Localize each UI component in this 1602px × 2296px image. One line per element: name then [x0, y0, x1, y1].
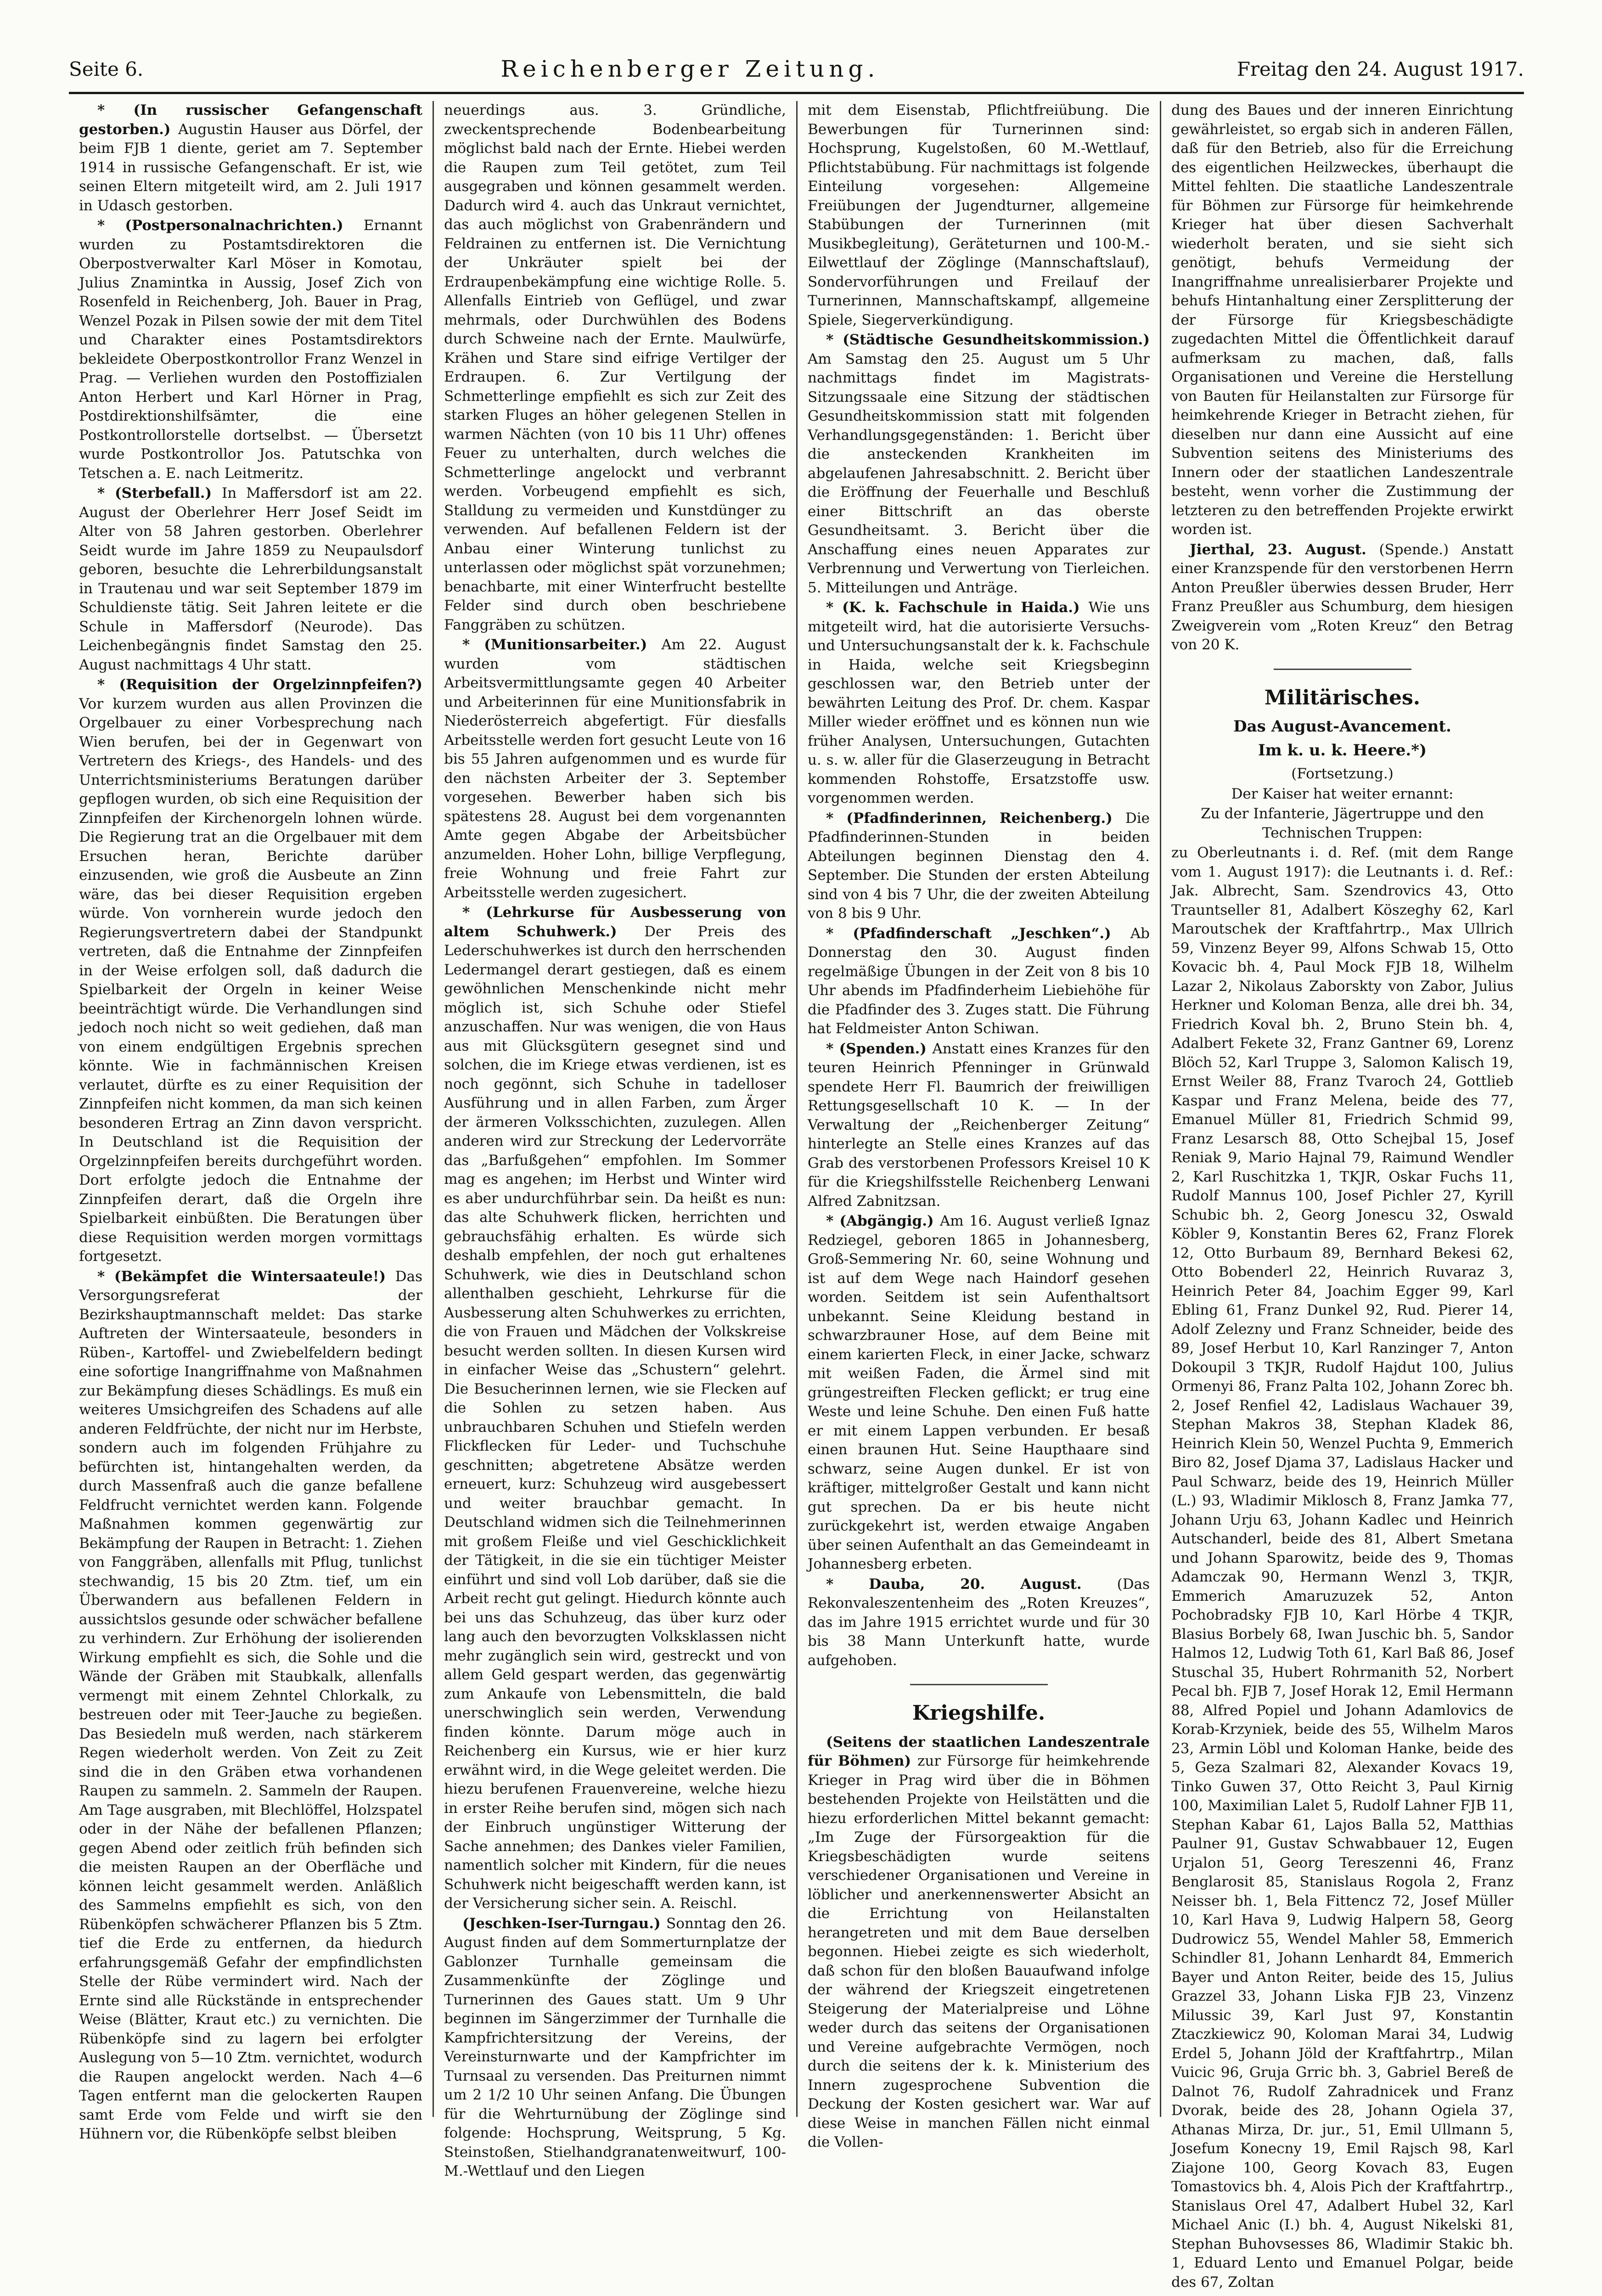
centered-line: Zu der Infanterie, Jägertruppe und den Technischen Truppen: — [1201, 805, 1484, 841]
article-heading: * (Bekämpfet die Wintersaateule!) — [97, 1268, 395, 1285]
article-text: neuerdings aus. 3. Gründliche, zweckentsprechende Bodenbearbeitung möglichst bald nach der Ernte. Hiebei werden die Raupen zum Teil getötet, zum Teil ausgegraben und können gesammelt werden. Dadurch wird 4. auch das Unkraut vernichtet, das auch möglichst von Grabenrändern und Feldrainen zu entfernen ist. Die Vernichtung der Unkräuter spielt bei der Erdraupenbekämpfung eine wichtige Rolle. 5. Allenfalls Eintrieb von Geflügel, und zwar mehrmals, oder Durchwühlen des Bodens durch Schweine nach der Ernte. Maulwürfe, Krähen und Stare sind eifrige Vertilger der Erdraupen. 6. Zur Vertilgung der Schmetterlinge empfiehlt es sich zur Zeit des starken Fluges an höher gelegenen Stellen in warmen Nächten (von 10 bis 11 Uhr) offenes Feuer zu unterhalten, durch welches die Schmetterlinge angelockt und verbrannt werden. Vorbeugend empfiehlt es sich, Stalldung zu vermeiden und Kunstdünger zu verwenden. Auf befallenen Feldern ist der Anbau einer Winterung tunlichst zu unterlassen oder möglichst spät vorzunehmen; benachbarte, mit einer Winterfrucht bestellte Felder sind durch oben beschriebene Fanggräben zu schützen. — [444, 102, 786, 633]
article-text: Augustin Hauser aus Dörfel, der beim FJB 1 diente, geriet am 7. September 1914 in russische Gefangenschaft. Er ist, wie seinen Eltern mitgeteilt wird, am 2. Juli 1917 in Udasch gestorben. — [79, 121, 422, 214]
article-heading: * (Pfadfinderschaft „Jeschken“.) — [826, 925, 1130, 942]
article-heading: * (Postpersonalnachrichten.) — [97, 217, 364, 234]
article-heading: * (Lehrkurse für Ausbesserung von altem Schuhwerk.) — [444, 904, 786, 940]
article-heading: Jierthal, 23. August. — [1190, 541, 1379, 558]
subheading: Im k. u. k. Heere.*) — [1258, 741, 1427, 760]
subheading: Das August-Avancement. — [1233, 717, 1451, 736]
article-paragraph — [808, 1733, 1150, 2152]
article-text: Wie uns mitgeteilt wird, hat die autorisierte Versuchs- und Untersuchungsanstalt der k. k. Fachschule in Haida, welche seit Kriegsbeginn geschlossen war, den Betrieb unter der bewährten Leitung des Prof. Dr. chem. Kaspar Miller wieder eröffnet und es können nun wie früher Analysen, Untersuchungen, Gutachten u. s. w. aller für die Glaserzeugung in Betracht kommenden Rohstoffe, Ersatzstoffe usw. vorgenommen werden. — [808, 599, 1150, 806]
column-1 — [69, 101, 433, 2142]
article-heading: (Jeschken-Iser-Turngau.) — [462, 1915, 667, 1932]
article-text: (Spende.) Anstatt einer Kranzspende für den verstorbenen Herrn Anton Preußler überwies dessen Bruder, Herr Franz Preußler aus Schumburg, dem hiesigen Zweigverein vom „Roten Kreuz“ den Betrag von 20 K. — [1171, 541, 1513, 653]
column-3 — [796, 101, 1160, 2150]
section-divider — [910, 1684, 1048, 1685]
centered-line: (Fortsetzung.) — [1291, 765, 1394, 782]
page-number: Seite 6. — [69, 57, 144, 80]
column-4 — [1160, 101, 1523, 2290]
article-text: Ernannt wurden zu Postamtsdirektoren die Oberpostverwalter Karl Möser in Komotau, Julius Znamintka in Aussig, Josef Zich von Rosenfeld in Reichenberg, Joh. Bauer in Prag, Wenzel Pozak in Pilsen sowie der mit dem Titel und Charakter eines Postamtsdirektors bekleidete Oberpostkontrollor Franz Wenzel in Prag. — Verliehen wurden den Postoffizialen Anton Herbert und Karl Hörner in Prag, Postdirektionshilfsämter, die eine Postkontrollorstelle dortselbst. — Übersetzt wurde Postkontrollor Jos. Patutschka von Tetschen a. E. nach Leitmeritz. — [79, 217, 422, 482]
article-text: Anstatt eines Kranzes für den teuren Heinrich Pfenninger in Grünwald spendete Herr Fl. Baumrich der freiwilligen Rettungsgesellschaft 10 K. — In der Verwaltung der „Reichenberger Zeitung“ hinterlegte an Stelle eines Kranzes auf das Grab des verstorbenen Professors Kreisel 10 K für die Kriegshilfsstelle Reichenberg Lenwani Alfred Zabnitzsan. — [808, 1040, 1150, 1210]
article-heading: * (Pfadfinderinnen, Reichenberg.) — [826, 810, 1125, 827]
article-columns — [69, 101, 1524, 2290]
article-text: Am Samstag den 25. August um 5 Uhr nachmittags findet im Magistrats-Sitzungssaale eine Sitzung der städtischen Gesundheitskommission statt mit folgenden Verhandlungsgegenständen: 1. Bericht über die ansteckenden Krankheiten im abgelaufenen Jahresabschnitt. 2. Bericht über die Eröffnung der Feuerhalle und Beschluß einer Bittschrift an das oberste Gesundheitsamt. 3. Bericht über die Anschaffung eines neuen Apparates zur Verbrennung und Verwertung von Tierleichen. 5. Mitteilungen und Anträge. — [808, 350, 1150, 596]
article-paragraph — [79, 675, 422, 1266]
article-paragraph — [79, 1267, 422, 2144]
article-paragraph — [808, 101, 1150, 330]
article-heading: * (Munitionsarbeiter.) — [462, 636, 662, 653]
article-text: Ab Donnerstag den 30. August finden regelmäßige Übungen in der Zeit von 8 bis 10 Uhr abends im Pfadfinderheim Liebiehöhe für die Pfadfinder des 3. Zuges statt. Die Führung hat Feldmeister Anton Schiwan. — [808, 925, 1150, 1037]
article-heading: (Seitens der staatlichen Landeszentrale für Böhmen) — [808, 1733, 1150, 1769]
article-heading: * (Requisition der Orgelzinnpfeifen?) — [97, 676, 422, 693]
article-text: Am 22. August wurden vom städtischen Arbeitsvermittlungsamte gegen 40 Arbeiter und Arbeiterinnen für eine Munitionsfabrik in Niederösterreich abgefertigt. Für diesfalls Arbeitsstelle werden fort gesucht Leute von 16 bis 55 Jahren aufgenommen und es wurde für den nächsten Arbeiter der 3. September vorgesehen. Bewerber haben sich bis spätestens 28. August bei dem vorgenannten Amte gegen Abgabe der Arbeitsbücher anzumelden. Hoher Lohn, billige Verpflegung, freie Wohnung und freie Fahrt zur Arbeitsstelle werden zugesichert. — [444, 636, 786, 901]
article-heading: * Dauba, 20. August. — [826, 1576, 1117, 1593]
issue-date: Freitag den 24. August 1917. — [1237, 57, 1524, 80]
article-paragraph — [79, 216, 422, 483]
masthead — [69, 48, 1524, 90]
centered-line: Der Kaiser hat weiter ernannt: — [1231, 785, 1454, 802]
article-paragraph — [1171, 844, 1513, 2292]
article-paragraph — [79, 484, 422, 675]
article-paragraph — [444, 903, 786, 1913]
article-heading: * (Sterbefall.) — [97, 485, 222, 501]
article-heading: * (In russischer Gefangenschaft gestorben.) — [79, 102, 422, 138]
masthead-rule — [69, 92, 1524, 94]
article-text: mit dem Eisenstab, Pflichtfreiübung. Die Bewerbungen für Turnerinnen sind: Hochsprung, Kugelstoßen, 60 M.-Wettlauf, Pflichtstabübung. Für nachmittags ist folgende Einteilung vorgesehen: Allgemeine Freiübungen der Jugendturner, allgemeine Stabübungen der Turnerinnen (mit Musikbegleitung), Geräteturnen und 100-M.-Eilwettlauf der Zöglinge (Mannschaftslauf), Sondervorführungen und Freilauf der Turnerinnen, Mannschaftskampf, allgemeine Spiele, Siegerverkündigung. — [808, 102, 1150, 328]
article-heading: * (Abgängig.) — [826, 1213, 940, 1229]
article-paragraph — [444, 101, 786, 635]
article-text: In Maffersdorf ist am 22. August der Oberlehrer Herr Josef Seidt im Alter von 58 Jahren gestorben. Oberlehrer Seidt wurde im Jahre 1859 zu Neupaulsdorf geboren, besuchte die Lehrerbildungsanstalt in Trautenau und war seit September 1879 im Schuldienste tätig. Seit Jahren leitete er die Schule in Maffersdorf (Neurode). Das Leichenbegängnis findet Samstag den 25. August nachmittags 4 Uhr statt. — [79, 485, 422, 673]
article-text: Das Versorgungsreferat der Bezirkshauptmannschaft meldet: Das starke Auftreten der Wintersaateule, besonders in Rüben-, Kartoffel- und Zwiebelfeldern bedingt eine sofortige Inangriffnahme von Maßnahmen zur Bekämpfung dieses Schädlings. Es muß ein weiteres Umsichgreifen des Schadens auf alle anderen Feldfrüchte, der nicht nur im Herbste, sondern auch im folgenden Frühjahre zu befürchten ist, hintangehalten werden, da durch Massenfraß auch die ganze befallene Feldfrucht vernichtet werden kann. Folgende Maßnahmen kommen gegenwärtig zur Bekämpfung der Raupen in Betracht: 1. Ziehen von Fanggräben, allenfalls mit Pflug, tunlichst stechwandig, 15 bis 20 Ztm. tief, um ein Überwandern aus befallenen Feldern in aussichtslos gesunde oder schwächer befallene zu verhindern. Zur Erhöhung der isolierenden Wirkung empfiehlt es sich, die Sohle und die Wände der Gräben mit Staubkalk, allenfalls vermengt mit einem Zehntel Chlorkalk, zu bestreuen oder mit Teer-Jauche zu begießen. Das Besiedeln muß werden, nach stärkerem Regen wiederholt werden. Von Zeit zu Zeit sind die in den Gräben etwa vorhandenen Raupen zu sammeln. 2. Sammeln der Raupen. Am Tage ausgraben, mit Blechlöffel, Holzspatel oder in der Nähe der befallenen Pflanzen; gegen Abend oder zeitlich früh befinden sich die meisten Raupen an der Oberfläche und können leicht gesammelt werden. Anläßlich des Sammelns empfiehlt es sich, von den Rübenköpfen schwächerer Pflanzen bis 5 Ztm. tief die Erde zu entfernen, da hiedurch erfahrungsgemäß Gefahr der empfindlichsten Stelle der Rübe vermindert wird. Nach der Ernte sind alle Rückstände in entsprechender Weise (Blätter, Kraut etc.) zu vernichten. Die Rübenköpfe sind zu lagern bei erfolgter Auslegung von 5—10 Ztm. vernichtet, wodurch die Raupen angelockt werden. Nach 4—6 Tagen entfernt man die gelockerten Raupen samt Erde vom Felde und wirft sie den Hühnern vor, die Rübenköpfe selbst bleiben — [79, 1268, 422, 2142]
article-text: Der Preis des Lederschuhwerkes ist durch den herrschenden Ledermangel derart gestiegen, daß es einem gewöhnlichen Menschenkinde nicht mehr möglich ist, sich Schuhe oder Stiefel anzuschaffen. Nur was wenigen, die von Haus aus mit Glücksgütern gesegnet sind und solchen, die im Kriege etwas verdienen, ist es noch gegönnt, sich Schuhe in tadelloser Ausführung und in allen Farben, zum Ärger der ärmeren Volksschichten, zuzulegen. Allen anderen wird zur Streckung der Ledervorräte das „Barfußgehen“ empfohlen. Im Sommer mag es angehen; im Herbst und Winter wird es aber undurchführbar sein. Da heißt es nun: das alte Schuhwerk flicken, herrichten und gebrauchsfähig erhalten. Es würde sich deshalb empfehlen, der noch gut erhaltenes Schuhwerk, wie dies in Deutschland schon allenthalben geschieht, Lehrkurse für die Ausbesserung alten Schuhwerkes zu errichten, die von Frauen und Mädchen der Volkskreise besucht werden sollten. In diesen Kursen wird in einfacher Weise das „Schustern“ gelehrt. Die Besucherinnen lernen, wie sie Flecken auf die Sohlen zu setzen haben. Aus unbrauchbaren Schuhen und Stiefeln werden Flickflecken für Leder- und Tuchschuhe geschnitten; abgetretene Absätze werden erneuert, kurz: Schuhzeug wird ausgebessert und weiter brauchbar gemacht. In Deutschland widmen sich die Teilnehmerinnen mit großem Fleiße und viel Geschicklichkeit der Tätigkeit, in die sie ein tüchtiger Meister einführt und sind voll Lob darüber, daß sie die Arbeit recht gut gelingt. Hiedurch könnte auch bei uns das Schuhzeug, das über kurz oder lang auch den bevorzugten Volksklassen nicht mehr zugänglich sein wird, gestreckt und von allem Geld gespart werden, das gegenwärtig zum Ankaufe von Lebensmitteln, die bald unerschwinglich sein werden, Verwendung finden könnte. Darum möge auch in Reichenberg ein Kursus, wie er hier kurz erwähnt wird, in die Wege geleitet werden. Die hiezu berufenen Frauenvereine, welche hiezu in erster Reihe berufen sind, mögen sich nach der Einbruch ungünstiger Witterung der Sache annehmen; des Dankes vieler Familien, namentlich solcher mit Kindern, für die neues Schuhwerk nicht beigeschafft werden kann, ist der Versicherung sicher sein. A. Reischl. — [444, 923, 786, 1912]
article-paragraph — [808, 1212, 1150, 1574]
article-paragraph — [808, 1575, 1150, 1671]
article-paragraph — [808, 924, 1150, 1039]
article-text: Am 16. August verließ Ignaz Redziegel, geboren 1865 in Johannesberg, Groß-Semmering Nr. 60, seine Wohnung und ist auf dem Wege nach Haindorf gesehen worden. Seitdem ist sein Aufenthaltsort unbekannt. Seine Kleidung bestand in schwarzbrauner Hose, auf dem Beine mit einem karierten Fleck, in einer Jacke, schwarz mit weißen Faden, die Ärmel sind mit grüngestreiften Flecken geflickt; er trug eine Weste und leine Schuhe. Den einen Fuß hatte er mit einem Lappen verbunden. Er besaß einen braunen Hut. Seine Haupthaare sind schwarz, seine Augen dunkel. Er ist von kräftiger, mittelgroßer Gestalt und kann nicht gut sprechen. Da er bis heute nicht zurückgekehrt ist, werden etwaige Angaben über seinen Aufenthalt an das Gemeindeamt in Johannesberg erbeten. — [808, 1213, 1150, 1572]
article-paragraph — [808, 331, 1150, 597]
column-2 — [433, 101, 796, 2179]
article-text: dung des Baues und der inneren Einrichtung gewährleistet, so ergab sich in anderen Fällen, daß für den Betrieb, also für die Erreichung des eigentlichen Heilzweckes, überhaupt die Mittel fehlten. Die staatliche Landeszentrale für Böhmen zur Fürsorge für heimkehrende Krieger hat über diesen Sachverhalt wiederholt beraten, und sie sieht sich genötigt, behufs Vermeidung der Inangriffnahme unrealisierbarer Projekte und behufs Hintanhaltung einer Zersplitterung der der Fürsorge für Kriegsbeschädigte zugedachten Mittel die Öffentlichkeit darauf aufmerksam zu machen, daß, falls Organisationen und Vereine die Herstellung von Bauten für Heilanstalten zur Fürsorge für heimkehrende Krieger in Betracht ziehen, für dieselben nur dann eine Aussicht auf eine Subvention seitens des Ministeriums des Innern oder der staatlichen Landeszentrale besteht, wenn vorher die Zustimmung der letzteren zu den betreffenden Projekte erwirkt worden ist. — [1171, 102, 1513, 538]
article-heading: * (K. k. Fachschule in Haida.) — [826, 599, 1089, 616]
article-paragraph — [444, 1914, 786, 2181]
article-heading: * (Spenden.) — [826, 1040, 933, 1057]
article-paragraph — [808, 809, 1150, 923]
article-paragraph — [1171, 540, 1513, 655]
article-text: Sonntag den 26. August finden auf dem Sommerturnplatze der Gablonzer Turnhalle gemeinsam die Zusammenkünfte der Zöglinge und Turnerinnen des Gaues statt. Um 9 Uhr beginnen im Sängerzimmer der Turnhalle die Kampfrichtersitzung der Vereins, der Vereinsturnwarte und der Kampfrichter im Turnsaal zu versenden. Das Preiturnen nimmt um 2 1/2 10 Uhr seinen Anfang. Die Übungen für die Wehrturnübung der Zöglinge sind folgende: Hochsprung, Weitsprung, 5 Kg. Steinstoßen, Stielhandgranatenweitwurf, 100-M.-Wettlauf und den Liegen — [444, 1915, 786, 2179]
article-text: Die Pfadfinderinnen-Stunden in beiden Abteilungen beginnen Dienstag den 4. September. Die Stunden der ersten Abteilung sind von 4 bis 7 Uhr, die der zweiten Abteilung von 8 bis 9 Uhr. — [808, 810, 1150, 922]
article-text: Vor kurzem wurden aus allen Provinzen die Orgelbauer zu einer Vorbesprechung nach Wien berufen, bei der in Gegenwart von Vertretern des Kriegs-, des Handels- und des Unterrichtsministeriums Beratungen darüber gepflogen wurden, ob sich eine Requisition der Zinnpfeifen der Kirchenorgeln lohnen würde. Die Regierung trat an die Orgelbauer mit dem Ersuchen heran, Berichte darüber einzusenden, wie groß die Ausbeute an Zinn wäre, das bei dieser Requisition ergeben würde. Von vornherein wurde jedoch den Regierungsvertretern dabei der Standpunkt vertreten, daß die Entnahme der Zinnpfeifen in der Weise erfolgen soll, daß dadurch die Spielbarkeit der Orgeln in keiner Weise beeinträchtigt würde. Die Verhandlungen sind jedoch noch nicht so weit gediehen, daß man von einem endgültigen Ergebnis sprechen könnte. Wie in fachmännischen Kreisen verlautet, dürfte es zu einer Requisition der Zinnpfeifen nicht kommen, da man sich keinen besonderen Ertrag an Zinn davon verspricht. In Deutschland ist die Requisition der Orgelzinnpfeifen bereits durchgeführt worden. Dort erfolgte jedoch die Entnahme der Zinnpfeifen derart, daß die Orgeln ihre Spielbarkeit einbüßten. Die Beratungen über diese Requisition werden morgen vormittags fortgesetzt. — [79, 695, 422, 1265]
article-text: zur Fürsorge für heimkehrende Krieger in Prag wird über die in Böhmen bestehenden Projekte von Heilstätten und die hiezu erforderlichen Mittel bekannt gemacht: „Im Zuge der Fürsorgeaktion für die Kriegsbeschädigten wurde seitens verschiedener Organisationen und Vereine in löblicher und anerkennenswerter Absicht an die Errichtung von Heilanstalten herangetreten und mit dem Baue derselben begonnen. Hiebei zeigte es sich wiederholt, daß schon für den bloßen Bauaufwand infolge der während der Kriegszeit eingetretenen Steigerung der Materialpreise und Löhne weder durch das seitens der Organisationen und Vereine aufgebrachte Vermögen, noch durch die seitens der k. k. Ministerium des Innern zugesprochene Subvention die Deckung der Kosten gesichert war. War auf diese Weise in manchen Fällen nicht einmal die Vollen- — [808, 1753, 1150, 2150]
article-paragraph — [808, 1040, 1150, 1211]
article-heading: * (Städtische Gesundheitskommission.) — [826, 332, 1150, 348]
section-divider — [1274, 669, 1411, 670]
article-text: (Das Rekonvaleszentenheim des „Roten Kreuzes“, das im Jahre 1915 errichtet wurde und für 30 bis 38 Mann Unterkunft hatte, wurde aufgehoben. — [808, 1576, 1150, 1669]
article-paragraph — [444, 636, 786, 902]
article-text: zu Oberleutnants i. d. Ref. (mit dem Range vom 1. August 1917): die Leutnants i. d. Ref.: Jak. Albrecht, Sam. Szendrovics 43, Otto Trauntseller 81, Adalbert Köszeghy 62, Karl Maroutschek der Kraftfahrtrp., Max Ullrich 59, Vinzenz Beyer 99, Alfons Schwab 15, Otto Kovacic bh. 4, Paul Mock FJB 18, Wilhelm Lazar 2, Nikolaus Zaborskty von Zabor, Julius Herkner und Koloman Benza, alle drei bh. 34, Friedrich Koval bh. 2, Bruno Stein bh. 4, Adalbert Fekete 32, Franz Gantner 69, Lorenz Blöch 52, Karl Truppe 3, Salomon Kalisch 19, Ernst Weiler 88, Franz Tvaroch 24, Gottlieb Kaspar und Franz Melena, beide des 77, Emanuel Müller 81, Friedrich Schmid 99, Franz Lesarsch 88, Otto Schejbal 15, Josef Reniak 9, Mario Hajnal 79, Raimund Wendler 2, Karl Ruschitzka 1, TKJR, Oskar Fuchs 11, Rudolf Mannus 100, Josef Pichler 27, Kyrill Schubic bh. 2, Georg Jonescu 32, Oswald Köbler 9, Konstantin Beres 62, Franz Florek 12, Otto Burbaum 89, Bernhard Bekesi 62, Otto Bobenderl 22, Heinrich Ruvaraz 3, Heinrich Peter 84, Joachim Egger 99, Karl Ebling 61, Franz Dunkel 92, Rud. Pierer 14, Adolf Zelezny und Franz Schneider, beide des 89, Josef Herbut 10, Karl Ranzinger 7, Anton Dokoupil 3 TKJR, Rudolf Hajdut 100, Julius Ormenyi 86, Franz Palta 102, Johann Zorec bh. 2, Josef Renfiel 42, Ladislaus Wachauer 39, Stephan Makros 38, Stephan Kladek 86, Heinrich Klein 50, Wenzel Puchta 9, Emmerich Biro 82, Josef Djama 37, Ladislaus Hacker und Paul Schwarz, beide des 19, Heinrich Müller (L.) 93, Wladimir Miklosch 8, Franz Jamka 77, Johann Urju 63, Johann Kadlec und Heinrich Autschanderl, beide des 81, Albert Smetana und Johann Sparowitz, beide des 9, Thomas Adamczak 90, Hermann Wenzl 3, TKJR, Emmerich Amaruzuzek 52, Anton Pochobradsky FJB 10, Karl Hörbe 4 TKJR, Blasius Borbely 68, Iwan Juschic bh. 5, Sandor Halmos 12, Ludwig Toth 61, Karl Baß 86, Josef Stuschal 35, Hubert Rohrmanith 52, Norbert Pecal bh. FJB 7, Josef Horak 12, Emil Hermann 88, Alfred Popiel und Johann Adamlovics de Korab-Krzyniek, beide des 55, Wilhelm Maros 23, Armin Löbl und Koloman Hanke, beide des 5, Geza Szalmari 82, Alexander Kovacs 19, Tinko Guwen 37, Otto Reicht 3, Paul Kirnig 100, Maximilian Lalet 5, Rudolf Lahner FJB 11, Stephan Kabar 61, Lajos Balla 52, Matthias Paulner 91, Gustav Schwabbauer 12, Eugen Urjalon 51, Georg Tereszenni 46, Franz Benglarosit 85, Stanislaus Rogola 2, Franz Neisser bh. 1, Bela Fittencz 72, Josef Müller 10, Karl Hava 9, Ludwig Halpern 58, Georg Dudrowicz 55, Wendel Mahler 58, Emmerich Schindler 81, Johann Lenhardt 84, Emmerich Bayer und Anton Reiter, beide des 15, Julius Grazzel 33, Johann Liska FJB 23, Vinzenz Milussic 39, Karl Just 97, Konstantin Ztaczkiewicz 90, Koloman Marai 34, Ludwig Erdel 5, Johann Jöld der Kraftfahrtrp., Milan Vuicic 96, Gruja Grric bh. 3, Gabriel Bereß de Dalnot 76, Rudolf Zahradnicek und Franz Dvorak, beide des 28, Johann Ogiela 37, Athanas Mirza, Dr. jur., 51, Emil Ullmann 5, Josefum Konecny 19, Emil Rajsch 98, Karl Ziajone 100, Georg Kovach 83, Eugen Tomastovics bh. 4, Alois Pich der Kraftfahrtrp., Stanislaus Orel 47, Adalbert Hubel 32, Karl Michael Anic (I.) bh. 4, August Nikelski 81, Stephan Buhovsesses 86, Wladimir Stakic bh. 1, Eduard Lento und Emanuel Polgar, beide des 67, Zoltan — [1171, 844, 1513, 2290]
section-heading: Militärisches. — [1264, 686, 1421, 709]
article-paragraph — [808, 598, 1150, 808]
section-heading: Kriegshilfe. — [912, 1701, 1046, 1725]
article-paragraph — [79, 101, 422, 215]
article-paragraph — [1171, 101, 1513, 540]
newspaper-title: Reichenberger Zeitung. — [500, 56, 880, 82]
